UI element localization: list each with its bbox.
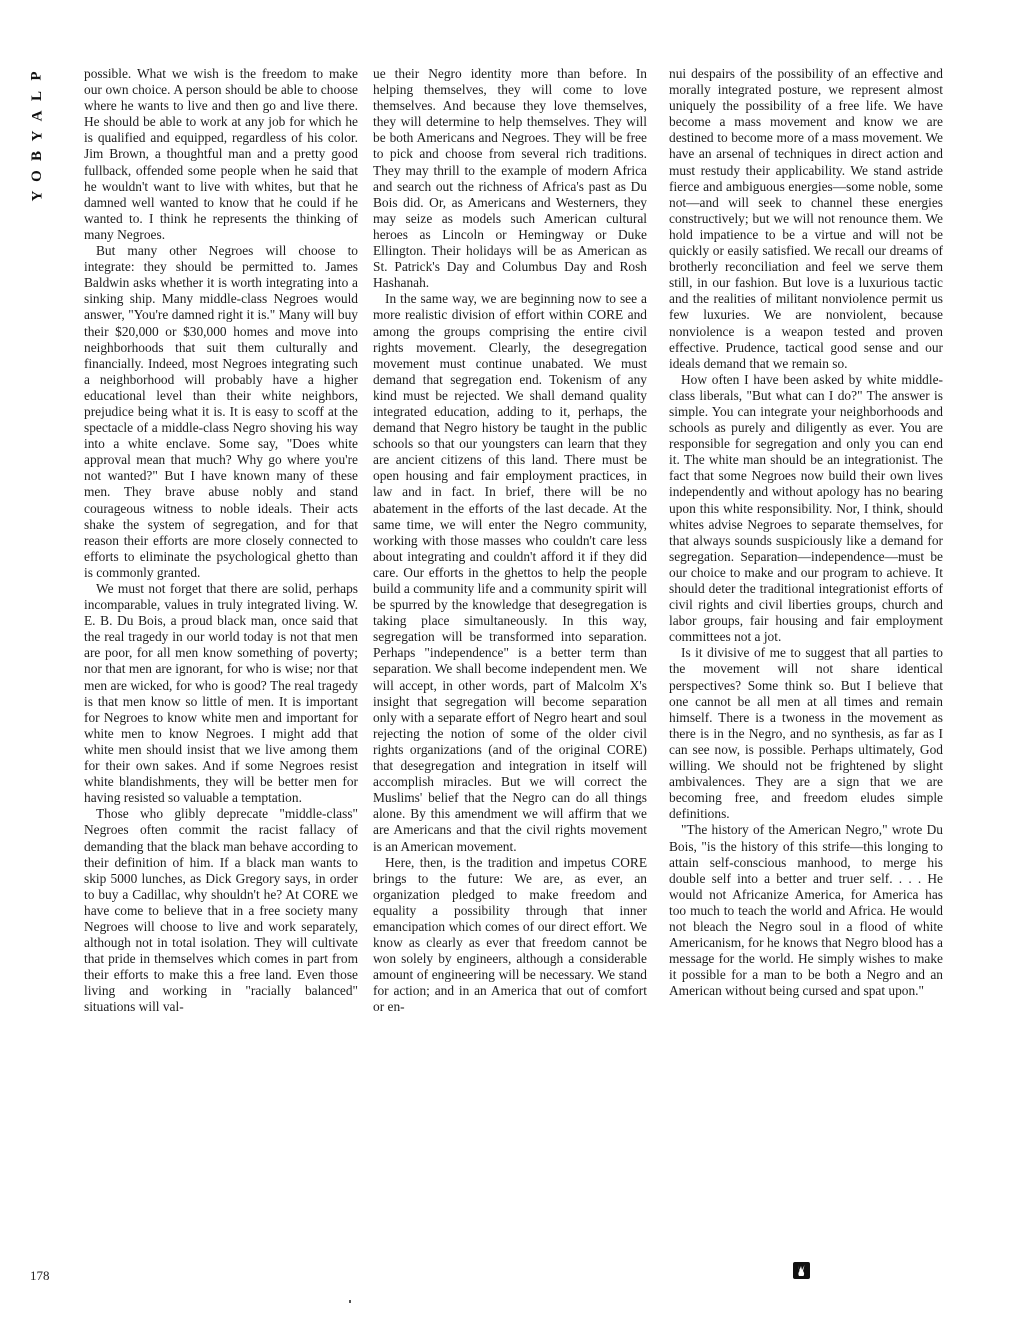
text-column-3 — [669, 66, 943, 1236]
text-column-1 — [84, 66, 358, 1236]
paragraph: In the same way, we are beginning now to see a more realistic division of effort within CORE and among the groups comprising the entire civil rights movement. Clearly, the desegregation movement must continue unabated. We must demand that segregation end. Tokenism of any kind must be rejected. We shall demand quality integrated education, adding to it, perhaps, the demand that Negro history be taught in the public schools so that our youngsters can learn that they are ancient citizens of this land. There must be open housing and fair employment practices, in law and in fact. In brief, there will be no abatement in the efforts of the last decade. At the same time, we will enter the Negro community, working with those masses who couldn't care less about integrating and couldn't afford it if they did care. Our efforts in the ghettos to help the people build a community life and a community spirit will be spurred by the knowledge that desegregation is taking place simultaneously. In this way, segregation will be transformed into separation. Perhaps "independence" is a better term than separation. We shall become independent men. We will accept, in other words, part of Malcolm X's insight that segregation will become separation only with a separate effort of Negro heart and soul rejecting the notion of some of the older civil rights organizations (and of the original CORE) that desegregation and integration in itself will accomplish miracles. But we will correct the Muslims' belief that the Negro can do all things alone. By this amendment we will affirm that we are Americans and that the civil rights movement is an American movement. — [373, 291, 647, 854]
paragraph: "The history of the American Negro," wrote Du Bois, "is the history of this strife—this longing to attain self-conscious manhood, to merge his double self into a better and truer self. . . . He would not Africanize America, for America has too much to teach the world and Africa. He would not bleach the Negro soul in a flood of white Americanism, for he knows that Negro blood has a message for the world. He simply wishes to make it possible for a man to be both a Negro and an American without being cursed and spat upon." — [669, 822, 943, 999]
paragraph: possible. What we wish is the freedom to make our own choice. A person should be able to choose where he wants to live and then go and live there. He should be able to work at any job for which he is qualified and equipped, regardless of his color. Jim Brown, a thoughtful man and a pretty good fullback, offended some people when he said that he wouldn't want to live with whites, but that he damned well wanted to know that he could if he wanted to. I think he represents the thinking of many Negroes. — [84, 66, 358, 242]
paragraph: ue their Negro identity more than before. In helping themselves, they will come to love themselves. And because they love themselves, they will determine to help themselves. They will be both Americans and Negroes. They will be free to pick and choose from several rich traditions. They may thrill to the example of modern Africa and search out the richness of Africa's past as Du Bois did. Or, as Americans and Westerners, they may seize as models such American cultural heroes as Lincoln or Hemingway or Duke Ellington. Their holidays will be as American as St. Patrick's Day and Columbus Day and Rosh Hashanah. — [373, 66, 647, 291]
text-column-2 — [373, 66, 647, 1236]
masthead-letter: L — [28, 90, 45, 102]
masthead-letter: Y — [29, 190, 45, 202]
masthead-letter: A — [29, 110, 45, 122]
masthead-letter: Y — [29, 130, 45, 142]
paragraph: We must not forget that there are solid, perhaps incomparable, values in truly integrated living. W. E. B. Du Bois, a proud black man, once said that the real tragedy in our world today is not that men are poor, for all men know something of poverty; nor that men are ignorant, for who is wise; nor that men are wicked, for who is good? The real tragedy is that men know so little of men. It is important for Negroes to know white men and important for white men to know Negroes. I might add that white men should insist that we live among them for their own sakes. And if some Negroes resist white blandishments, they will be better men for having resisted so valuable a temptation. — [84, 581, 358, 806]
page-number: 178 — [30, 1268, 50, 1283]
paragraph: But many other Negroes will choose to integrate: they should be permitted to. James Baldwin asks whether it is worth integrating into a sinking ship. Many middle-class Negroes would answer, "You're damned right it is." Many will buy their $20,000 or $30,000 homes and move into neighborhoods that suit them culturally and financially. Indeed, most Negroes integrating such a neighborhood will probably have a higher educational level than their white neighbors, prejudice being what it is. It is easy to scoff at the spectacle of a middle-class Negro shoving his way into a white enclave. Some say, "Does white approval mean that much? Why go where you're not wanted?" But I have known many of these men. They brave abuse nobly and stand courageous witness to noble ideals. Their acts shake the system of segregation, and for that reason their efforts are more closely connected to efforts to eliminate the psychological ghetto than is commonly granted. — [84, 243, 358, 580]
paragraph: Here, then, is the tradition and impetus CORE brings to the future: We are, as ever, an organization pledged to make freedom and equality a possibility through that inner emancipation which comes of our direct effort. We know as clearly as ever that freedom cannot be won solely by engineers, although a considerable amount of engineering will be necessary. We stand for action; and in an America that out of comfort or en- — [373, 854, 647, 1015]
rabbit-logo-icon — [793, 1262, 810, 1279]
playboy-masthead — [22, 66, 52, 206]
masthead-letter: P — [28, 71, 45, 81]
paragraph: Those who glibly deprecate "middle-class" Negroes often commit the racist fallacy of demanding that the black man behave according to their definition of him. If a black man wants to skip 5000 lunches, as Dick Gregory says, in order to buy a Cadillac, why shouldn't he? At CORE we have come to believe that in a free society many Negroes will choose to live and work separately, although not in total isolation. They will cultivate that pride in themselves which comes in part from their efforts to make this a free land. Even those living and working in "racially balanced" situations will val- — [84, 806, 358, 1015]
print-mark — [349, 1300, 351, 1303]
masthead-letter: O — [28, 170, 45, 182]
paragraph: How often I have been asked by white middle-class liberals, "But what can I do?" The answer is simple. You can integrate your neighborhoods and schools as purely and diligently as ever. You are responsible for segregation and only you can end it. The white man should be an integrationist. The fact that some Negroes now build their own lives independently and without apology has no bearing upon this white responsibility. Nor, I think, should whites advise Negroes to separate themselves, for that always sounds suspiciously like a demand for segregation. Separation—independence—must be our choice to make and our program to achieve. It should deter the traditional integrationist efforts of civil rights and civil liberties groups, church and labor groups, fair housing and fair employment committees not a jot. — [669, 371, 943, 645]
paragraph: Is it divisive of me to suggest that all parties to the movement will not share identical perspectives? Some think so. But I believe that one cannot be all men at all times and remain himself. There is a twoness in the movement as there is in the Negro, and no synthesis, as far as I can see now, is possible. Perhaps ultimately, God willing. We should not be frightened by slight ambivalences. They are a sign that we are becoming free, and freedom eludes simple definitions. — [669, 645, 943, 822]
masthead-letter: B — [28, 150, 45, 162]
paragraph: nui despairs of the possibility of an effective and morally integrated posture, we represent almost uniquely the possibility of a free life. We have become a mass movement and know we are destined to become more of a mass movement. We have an arsenal of techniques in direct action and must restudy their applicability. We stand astride fierce and ambiguous energies—some noble, some not—and will seek to channel these energies constructively; but we will not renounce them. We hold impatience to be a virtue and will not be quickly or easily satisfied. We recall our dreams of brotherly reconciliation and feel we serve them still, in our fashion. But love is a luxurious tactic and the realities of militant nonviolence permit us few luxuries. We are nonviolent, because nonviolence is a weapon tested and proven effective. Prudence, tactical good sense and our ideals demand that we remain so. — [669, 66, 943, 371]
